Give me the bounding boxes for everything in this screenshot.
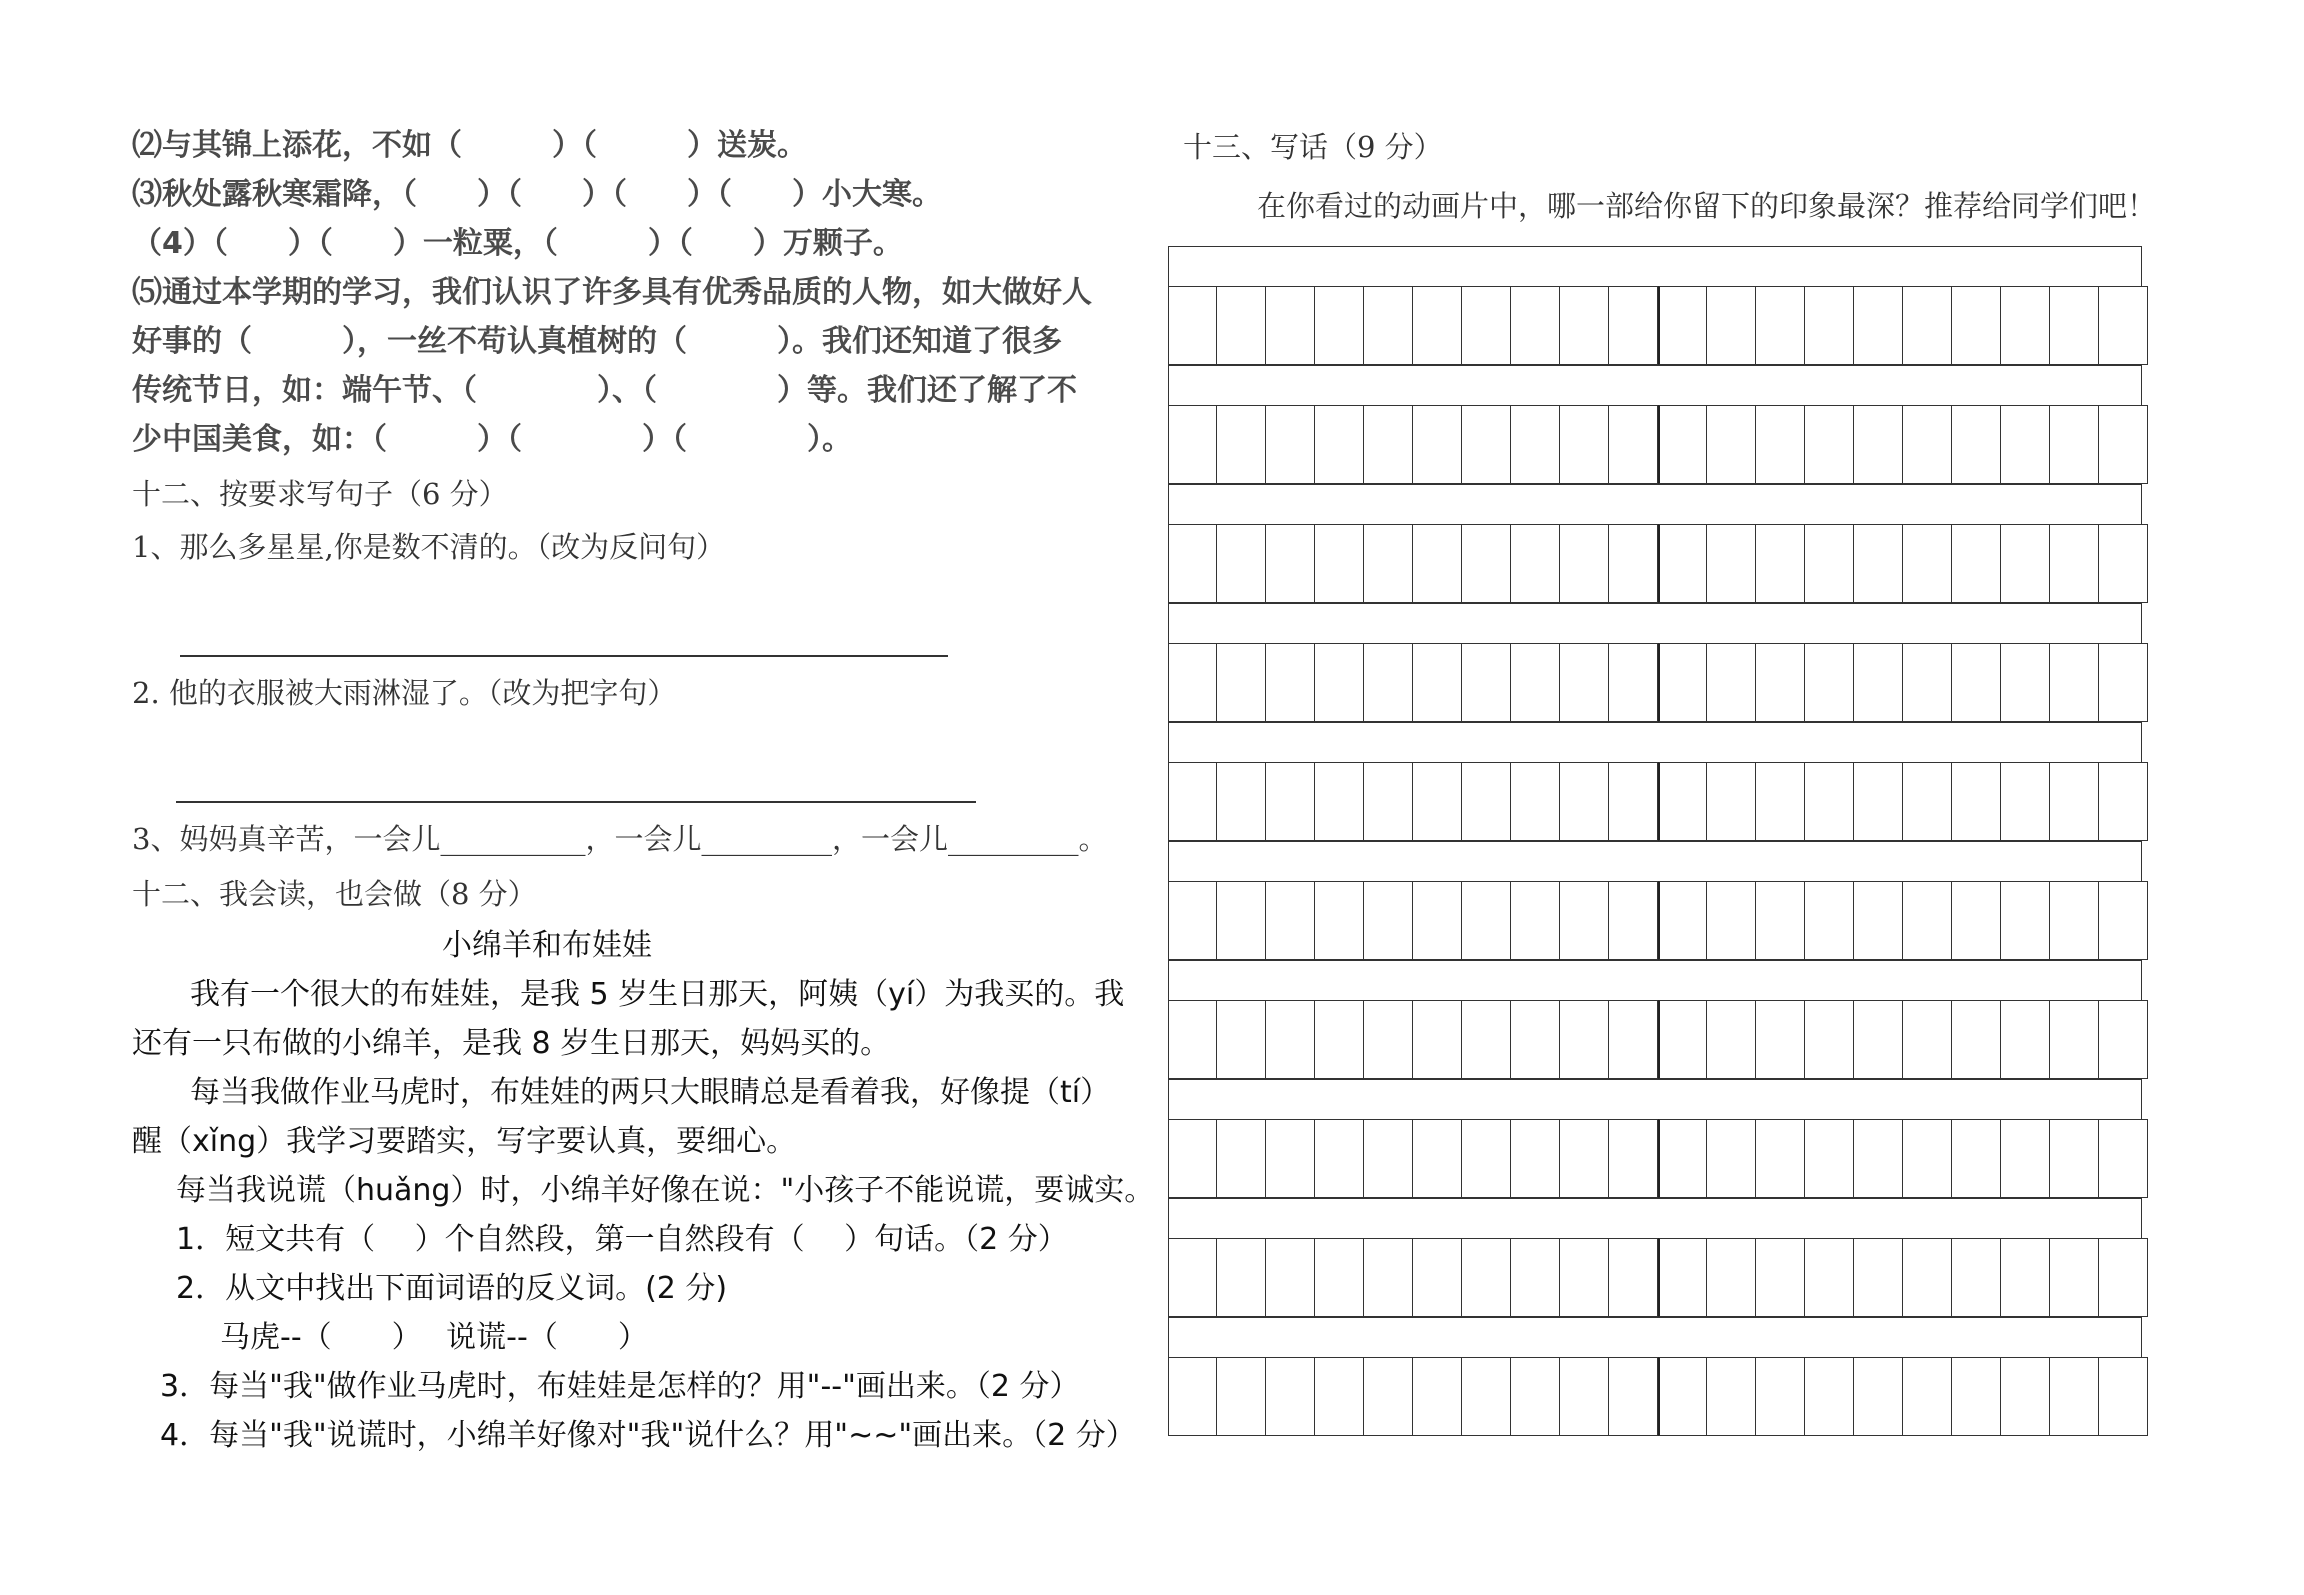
grid-cell[interactable] [1168, 881, 1217, 960]
grid-cell[interactable] [1805, 762, 1854, 841]
grid-cell[interactable] [2001, 643, 2050, 722]
grid-cell[interactable] [1168, 405, 1217, 484]
grid-cell[interactable] [1462, 286, 1511, 365]
story-title: 小绵羊和布娃娃 [442, 928, 652, 963]
grid-cell[interactable] [1903, 881, 1952, 960]
grid-cell[interactable] [1364, 524, 1413, 603]
writing-grid[interactable] [1168, 246, 2152, 1464]
grid-cell[interactable] [2050, 1357, 2099, 1436]
grid-cell[interactable] [2050, 405, 2099, 484]
grid-cell[interactable] [1658, 1357, 1707, 1436]
grid-cell[interactable] [1266, 881, 1315, 960]
grid-cell[interactable] [1756, 1357, 1805, 1436]
grid-cell[interactable] [1756, 405, 1805, 484]
grid-cell[interactable] [1413, 1119, 1462, 1198]
grid-cell[interactable] [2050, 1000, 2099, 1079]
grid-cell[interactable] [1658, 524, 1707, 603]
grid-cell[interactable] [1707, 643, 1756, 722]
grid-cell[interactable] [1315, 1357, 1364, 1436]
fill-line-5b: 好事的（ ），一丝不苟认真植树的（ ）。我们还知道了很多 [132, 324, 1062, 359]
grid-cell[interactable] [1609, 643, 1658, 722]
grid-cell[interactable] [1168, 1357, 1217, 1436]
grid-cell[interactable] [1952, 1119, 2001, 1198]
grid-cell[interactable] [2099, 643, 2148, 722]
grid-cell[interactable] [1609, 286, 1658, 365]
grid-cell[interactable] [1560, 1357, 1609, 1436]
grid-cell[interactable] [1511, 1119, 1560, 1198]
grid-cell[interactable] [1707, 1000, 1756, 1079]
grid-cell[interactable] [1903, 1238, 1952, 1317]
grid-cell[interactable] [1315, 643, 1364, 722]
grid-cell[interactable] [1315, 524, 1364, 603]
grid-cell[interactable] [1364, 643, 1413, 722]
grid-cell[interactable] [1315, 1238, 1364, 1317]
grid-row [1168, 643, 2148, 722]
grid-cell[interactable] [1217, 524, 1266, 603]
grid-cell[interactable] [1266, 643, 1315, 722]
grid-cell[interactable] [1315, 286, 1364, 365]
grid-cell[interactable] [2099, 762, 2148, 841]
grid-cell[interactable] [1903, 762, 1952, 841]
grid-cell[interactable] [1707, 762, 1756, 841]
grid-cell[interactable] [1511, 643, 1560, 722]
grid-cell[interactable] [1952, 1238, 2001, 1317]
grid-cell[interactable] [1952, 881, 2001, 960]
grid-row [1168, 524, 2148, 603]
grid-cell[interactable] [1266, 762, 1315, 841]
grid-cell[interactable] [2050, 643, 2099, 722]
grid-spacer-strip [1168, 365, 2142, 405]
grid-spacer-strip [1168, 1198, 2142, 1238]
grid-cell[interactable] [1756, 524, 1805, 603]
grid-cell[interactable] [1903, 1357, 1952, 1436]
grid-cell[interactable] [1511, 1000, 1560, 1079]
grid-cell[interactable] [1462, 405, 1511, 484]
grid-cell[interactable] [1364, 1357, 1413, 1436]
grid-cell[interactable] [1560, 286, 1609, 365]
grid-cell[interactable] [1609, 1000, 1658, 1079]
story-para-2b: 醒（xǐng）我学习要踏实，写字要认真，要细心。 [132, 1124, 797, 1159]
grid-cell[interactable] [2050, 1238, 2099, 1317]
grid-cell[interactable] [1903, 286, 1952, 365]
grid-cell[interactable] [1952, 286, 2001, 365]
answer-line-1[interactable] [180, 655, 948, 657]
grid-cell[interactable] [2001, 524, 2050, 603]
grid-cell[interactable] [1658, 643, 1707, 722]
grid-cell[interactable] [1707, 286, 1756, 365]
grid-cell[interactable] [1854, 1000, 1903, 1079]
grid-spacer-strip [1168, 1079, 2142, 1119]
grid-cell[interactable] [1266, 405, 1315, 484]
grid-cell[interactable] [1315, 762, 1364, 841]
grid-cell[interactable] [1315, 1119, 1364, 1198]
grid-row [1168, 1357, 2148, 1436]
grid-cell[interactable] [1658, 286, 1707, 365]
grid-cell[interactable] [1168, 1000, 1217, 1079]
grid-cell[interactable] [2001, 1119, 2050, 1198]
grid-cell[interactable] [1658, 762, 1707, 841]
grid-cell[interactable] [1854, 1238, 1903, 1317]
grid-cell[interactable] [1511, 405, 1560, 484]
grid-spacer-strip [1168, 960, 2142, 1000]
grid-cell[interactable] [2050, 762, 2099, 841]
grid-cell[interactable] [2050, 1119, 2099, 1198]
grid-cell[interactable] [1413, 1238, 1462, 1317]
grid-cell[interactable] [2001, 1000, 2050, 1079]
grid-cell[interactable] [1854, 881, 1903, 960]
grid-cell[interactable] [1315, 881, 1364, 960]
grid-row [1168, 1119, 2148, 1198]
grid-cell[interactable] [1266, 286, 1315, 365]
story-para-1a: 我有一个很大的布娃娃，是我 5 岁生日那天，阿姨（yí）为我买的。我 [190, 977, 1125, 1012]
grid-cell[interactable] [1217, 286, 1266, 365]
grid-cell[interactable] [1805, 286, 1854, 365]
grid-cell[interactable] [1217, 762, 1266, 841]
question-2: 2. 他的衣服被大雨淋湿了。（改为把字句） [132, 676, 677, 710]
grid-cell[interactable] [1903, 643, 1952, 722]
grid-cell[interactable] [1658, 1119, 1707, 1198]
grid-spacer-strip [1168, 841, 2142, 881]
grid-cell[interactable] [1854, 405, 1903, 484]
grid-cell[interactable] [2001, 881, 2050, 960]
grid-cell[interactable] [1854, 643, 1903, 722]
fill-line-5c: 传统节日，如：端午节、（ ）、（ ）等。我们还了解了不 [132, 373, 1077, 408]
story-para-2a: 每当我做作业马虎时，布娃娃的两只大眼睛总是看着我，好像提（tí） [190, 1075, 1111, 1110]
grid-cell[interactable] [2001, 405, 2050, 484]
grid-cell[interactable] [1462, 1238, 1511, 1317]
grid-cell[interactable] [1560, 1000, 1609, 1079]
reading-question-2: 2．从文中找出下面词语的反义词。(2 分) [176, 1271, 728, 1306]
grid-row [1168, 762, 2148, 841]
section-12b-title: 十二、我会读，也会做（8 分） [132, 877, 537, 911]
grid-cell[interactable] [1560, 881, 1609, 960]
grid-cell[interactable] [1756, 286, 1805, 365]
grid-cell[interactable] [1462, 1000, 1511, 1079]
grid-cell[interactable] [1805, 524, 1854, 603]
grid-cell[interactable] [1952, 1000, 2001, 1079]
grid-cell[interactable] [1168, 286, 1217, 365]
grid-cell[interactable] [2099, 1238, 2148, 1317]
grid-cell[interactable] [1511, 286, 1560, 365]
grid-cell[interactable] [1805, 881, 1854, 960]
grid-cell[interactable] [1805, 1000, 1854, 1079]
grid-cell[interactable] [1462, 762, 1511, 841]
grid-cell[interactable] [1168, 1119, 1217, 1198]
grid-cell[interactable] [1217, 1000, 1266, 1079]
grid-cell[interactable] [1168, 643, 1217, 722]
grid-cell[interactable] [1658, 405, 1707, 484]
grid-cell[interactable] [1854, 286, 1903, 365]
grid-cell[interactable] [1511, 1357, 1560, 1436]
grid-cell[interactable] [1952, 643, 2001, 722]
grid-cell[interactable] [1217, 881, 1266, 960]
grid-cell[interactable] [1903, 405, 1952, 484]
grid-cell[interactable] [1805, 1238, 1854, 1317]
grid-cell[interactable] [1511, 1238, 1560, 1317]
grid-cell[interactable] [1266, 524, 1315, 603]
grid-cell[interactable] [1854, 762, 1903, 841]
grid-cell[interactable] [1658, 1238, 1707, 1317]
story-para-3: 每当我说谎（huǎng）时，小绵羊好像在说："小孩子不能说谎，要诚实。 [176, 1173, 1155, 1208]
grid-cell[interactable] [1756, 1119, 1805, 1198]
reading-question-1: 1．短文共有（ ）个自然段，第一自然段有（ ）句话。（2 分） [176, 1222, 1068, 1257]
idiom-line-3: ⑶秋处露秋寒霜降，（ ）（ ）（ ）（ ）小大寒。 [132, 177, 942, 212]
grid-cell[interactable] [1413, 1000, 1462, 1079]
grid-cell[interactable] [1952, 762, 2001, 841]
section-12a-title: 十二、按要求写句子（6 分） [132, 477, 508, 511]
section-13-title: 十三、写话（9 分） [1183, 130, 1443, 164]
grid-cell[interactable] [2050, 524, 2099, 603]
grid-cell[interactable] [1266, 1000, 1315, 1079]
reading-question-4: 4．每当"我"说谎时，小绵羊好像对"我"说什么？用"~~"画出来。（2 分） [160, 1418, 1136, 1453]
question-1: 1、那么多星星,你是数不清的。（改为反问句） [132, 530, 726, 564]
fill-line-5d: 少中国美食，如：（ ）（ ）（ ）。 [132, 422, 852, 457]
grid-cell[interactable] [1903, 524, 1952, 603]
grid-cell[interactable] [2099, 286, 2148, 365]
grid-cell[interactable] [1364, 405, 1413, 484]
grid-cell[interactable] [1364, 1119, 1413, 1198]
grid-cell[interactable] [1315, 1000, 1364, 1079]
grid-cell[interactable] [1462, 1357, 1511, 1436]
grid-cell[interactable] [1756, 762, 1805, 841]
fill-line-5a: ⑸通过本学期的学习，我们认识了许多具有优秀品质的人物，如大做好人 [132, 275, 1092, 310]
grid-cell[interactable] [1707, 1357, 1756, 1436]
grid-cell[interactable] [1168, 1238, 1217, 1317]
grid-cell[interactable] [1315, 405, 1364, 484]
grid-cell[interactable] [1756, 643, 1805, 722]
grid-cell[interactable] [1854, 524, 1903, 603]
grid-cell[interactable] [1413, 881, 1462, 960]
grid-cell[interactable] [2050, 286, 2099, 365]
grid-cell[interactable] [1756, 1000, 1805, 1079]
grid-cell[interactable] [1413, 524, 1462, 603]
grid-cell[interactable] [1707, 405, 1756, 484]
grid-cell[interactable] [1903, 1000, 1952, 1079]
grid-cell[interactable] [1609, 1357, 1658, 1436]
grid-cell[interactable] [1952, 1357, 2001, 1436]
grid-row [1168, 405, 2148, 484]
grid-cell[interactable] [1413, 1357, 1462, 1436]
writing-prompt: 在你看过的动画片中，哪一部给你留下的印象最深？推荐给同学们吧！ [1257, 189, 2157, 223]
grid-cell[interactable] [1266, 1119, 1315, 1198]
idiom-line-4: （4）（ ）（ ）一粒粟，（ ）（ ）万颗子。 [132, 226, 903, 261]
grid-cell[interactable] [1560, 1119, 1609, 1198]
grid-cell[interactable] [1854, 1119, 1903, 1198]
grid-spacer-strip [1168, 484, 2142, 524]
grid-cell[interactable] [2099, 1119, 2148, 1198]
grid-cell[interactable] [2099, 405, 2148, 484]
grid-cell[interactable] [1560, 524, 1609, 603]
grid-cell[interactable] [1560, 1238, 1609, 1317]
grid-cell[interactable] [1364, 1000, 1413, 1079]
grid-cell[interactable] [1952, 405, 2001, 484]
grid-spacer-strip [1168, 1317, 2142, 1357]
grid-cell[interactable] [1217, 1238, 1266, 1317]
grid-cell[interactable] [1707, 1238, 1756, 1317]
grid-cell[interactable] [2099, 524, 2148, 603]
grid-cell[interactable] [1805, 405, 1854, 484]
grid-cell[interactable] [1462, 1119, 1511, 1198]
grid-cell[interactable] [1511, 524, 1560, 603]
grid-cell[interactable] [2001, 762, 2050, 841]
grid-row [1168, 881, 2148, 960]
grid-cell[interactable] [1658, 1000, 1707, 1079]
story-para-1b: 还有一只布做的小绵羊，是我 8 岁生日那天，妈妈买的。 [132, 1026, 891, 1061]
grid-cell[interactable] [1560, 762, 1609, 841]
grid-cell[interactable] [1560, 405, 1609, 484]
grid-cell[interactable] [2001, 1357, 2050, 1436]
grid-cell[interactable] [1609, 1238, 1658, 1317]
grid-cell[interactable] [1658, 881, 1707, 960]
grid-cell[interactable] [2001, 286, 2050, 365]
grid-cell[interactable] [1462, 881, 1511, 960]
grid-cell[interactable] [2099, 881, 2148, 960]
grid-cell[interactable] [1805, 1357, 1854, 1436]
grid-cell[interactable] [1217, 1357, 1266, 1436]
grid-cell[interactable] [1364, 762, 1413, 841]
grid-cell[interactable] [1462, 643, 1511, 722]
grid-cell[interactable] [1756, 881, 1805, 960]
grid-cell[interactable] [1609, 405, 1658, 484]
grid-cell[interactable] [1805, 1119, 1854, 1198]
grid-cell[interactable] [1609, 881, 1658, 960]
grid-cell[interactable] [1168, 524, 1217, 603]
grid-cell[interactable] [1707, 1119, 1756, 1198]
grid-row [1168, 286, 2148, 365]
grid-cell[interactable] [1805, 643, 1854, 722]
grid-cell[interactable] [1217, 1119, 1266, 1198]
grid-cell[interactable] [1413, 405, 1462, 484]
grid-cell[interactable] [1364, 881, 1413, 960]
grid-cell[interactable] [1364, 286, 1413, 365]
grid-cell[interactable] [2099, 1357, 2148, 1436]
grid-cell[interactable] [1756, 1238, 1805, 1317]
grid-cell[interactable] [1511, 881, 1560, 960]
idiom-line-2: ⑵与其锦上添花，不如（ ）（ ）送炭。 [132, 128, 807, 163]
grid-cell[interactable] [1413, 643, 1462, 722]
grid-cell[interactable] [1609, 762, 1658, 841]
antonym-items: 马虎--（ ） 说谎--（ ） [220, 1320, 648, 1355]
grid-cell[interactable] [1413, 286, 1462, 365]
grid-cell[interactable] [2001, 1238, 2050, 1317]
grid-cell[interactable] [1609, 1119, 1658, 1198]
grid-cell[interactable] [1217, 405, 1266, 484]
question-3: 3、妈妈真辛苦，一会儿__________，一会儿_________，一会儿_________。 [132, 822, 1108, 856]
grid-cell[interactable] [1168, 762, 1217, 841]
grid-cell[interactable] [1903, 1119, 1952, 1198]
grid-spacer-strip [1168, 722, 2142, 762]
grid-spacer-strip [1168, 603, 2142, 643]
grid-cell[interactable] [1707, 524, 1756, 603]
grid-cell[interactable] [1266, 1357, 1315, 1436]
grid-cell[interactable] [1413, 762, 1462, 841]
grid-cell[interactable] [1364, 1238, 1413, 1317]
grid-cell[interactable] [1707, 881, 1756, 960]
grid-cell[interactable] [1217, 643, 1266, 722]
reading-question-3: 3．每当"我"做作业马虎时，布娃娃是怎样的？用"--"画出来。（2 分） [160, 1369, 1080, 1404]
grid-cell[interactable] [2050, 881, 2099, 960]
grid-spacer-strip [1168, 246, 2142, 286]
grid-cell[interactable] [2099, 1000, 2148, 1079]
grid-row [1168, 1000, 2148, 1079]
grid-cell[interactable] [1511, 762, 1560, 841]
grid-row [1168, 1238, 2148, 1317]
grid-cell[interactable] [1266, 1238, 1315, 1317]
grid-cell[interactable] [1952, 524, 2001, 603]
grid-cell[interactable] [1854, 1357, 1903, 1436]
grid-cell[interactable] [1462, 524, 1511, 603]
grid-cell[interactable] [1560, 643, 1609, 722]
grid-cell[interactable] [1609, 524, 1658, 603]
answer-line-2[interactable] [176, 801, 976, 803]
